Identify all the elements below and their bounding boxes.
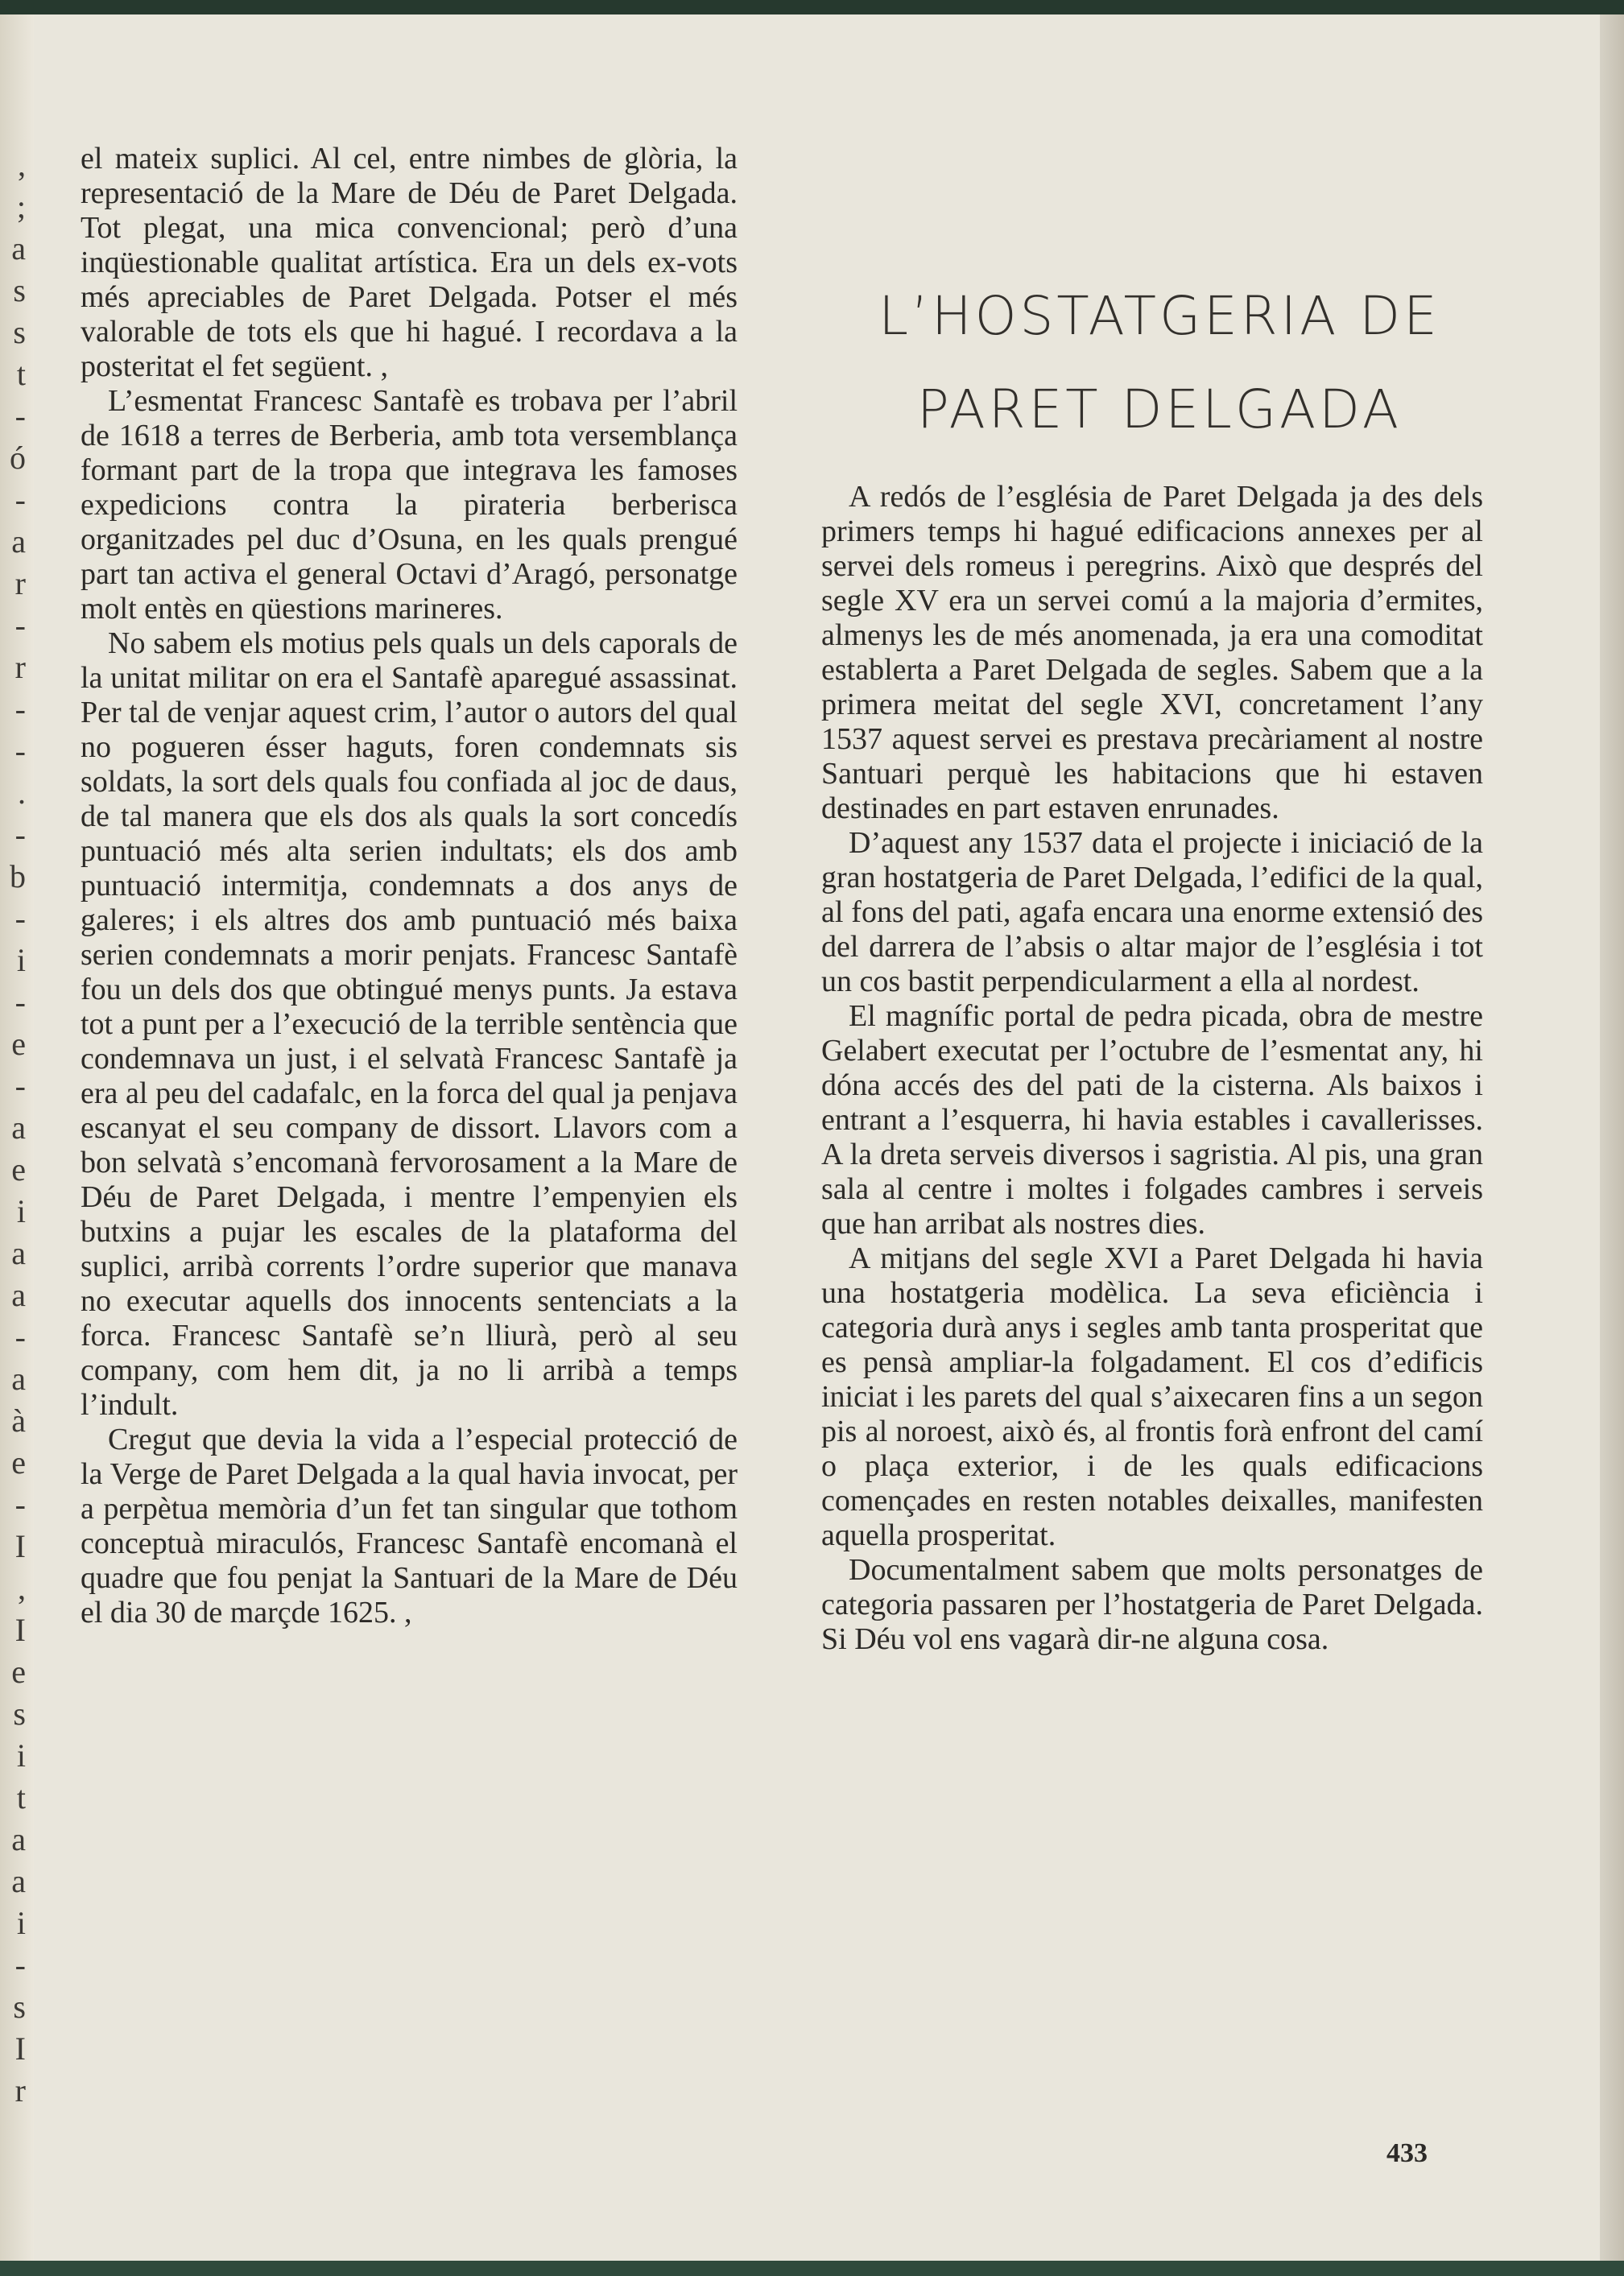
margin-fragment: s xyxy=(13,1696,26,1732)
margin-fragment: - xyxy=(14,984,26,1020)
margin-fragment: a xyxy=(11,1361,26,1397)
margin-fragment: a xyxy=(11,1277,26,1313)
margin-fragment: e xyxy=(11,1444,26,1481)
article-title xyxy=(829,270,1490,456)
margin-fragment: - xyxy=(14,733,26,769)
paragraph: El magnífic portal de pedra picada, obra de mestre Gelabert executat per l’octubre de l’esmentat any, hi dóna accés des del pati de la cisterna. Als baixos i entrant a l’esquerra, hi havia estables i cavallerisses. A la dreta serveis diversos i sagristia. Al pis, una gran sala al centre i moltes i folgades cambres i serveis que han arribat als nostres dies. xyxy=(821,999,1483,1241)
margin-fragment: I xyxy=(14,2030,26,2067)
margin-fragment: t xyxy=(16,1779,26,1815)
paragraph: Documentalment sabem que molts personatges de categoria passaren per l’hostatgeria de Paret Delgada. Si Déu vol ens vagarà dir-ne alguna cosa. xyxy=(821,1553,1483,1656)
paragraph: A mitjans del segle XVI a Paret Delgada hi havia una hostatgeria modèlica. La seva eficiència i categoria durà anys i segles amb tanta prosperitat que es pensà ampliar-la folgadament. El cos d’edificis iniciat i les parets del qual s’aixecaren fins a un segon pis al noroest, això és, al frontis forà enfront del camí o plaça exterior, i de les quals edificacions començades en resten notables deixalles, manifesten aquella prosperitat. xyxy=(821,1241,1483,1552)
page-number: 433 xyxy=(1386,2138,1428,2168)
paragraph: L’esmentat Francesc Santafè es trobava per l’abril de 1618 a terres de Berberia, amb tota versemblança formant part de la tropa que integrava les famoses expedicions contra la pirateria berberisca organitzades pel duc d’Osuna, en les quals prengué part tan activa el general Octavi d’Aragó, personatge molt entès en qüestions marineres. xyxy=(81,384,738,626)
paragraph: el mateix suplici. Al cel, entre nimbes de glòria, la representació de la Mare de Déu de Paret Delgada. Tot plegat, una mica convencional; però d’una inqüestionable qualitat artística. Era un dels ex-vots més apreciables de Paret Delgada. Potser el més valorable de tots els que hi hagué. I recordava a la posteritat el fet següent. , xyxy=(81,142,738,383)
margin-fragment: t xyxy=(16,356,26,392)
paragraph: D’aquest any 1537 data el projecte i iniciació de la gran hostatgeria de Paret Delgada, l’edifici de la qual, al fons del pati, agafa encara una enorme extensió des del darrera de l’absis o altar major de l’església i tot un cos bastit perpendicularment a ella al nordest. xyxy=(821,826,1483,998)
margin-fragment: I xyxy=(14,1612,26,1648)
title-line-1: L’HOSTATGERIA DE xyxy=(878,285,1440,347)
margin-fragment: i xyxy=(16,1737,26,1774)
margin-fragment: - xyxy=(14,816,26,853)
paragraph: A redós de l’església de Paret Delgada ja des dels primers temps hi hagué edificacions annexes per al servei dels romeus i peregrins. Això que després del segle XV era un servei comú a la majoria d’ermites, almenys les de més anomenada, ja era una comoditat establerta a Paret Delgada de segles. Sabem que a la primera meitat del segle XVI, concretament l’any 1537 aquest servei es prestava precàriament al nostre Santuari perquè les habitacions que hi estaven destinades en part estaven enrunades. xyxy=(821,480,1483,825)
margin-fragment: - xyxy=(14,1068,26,1104)
margin-fragment: i xyxy=(16,942,26,978)
margin-fragment: - xyxy=(14,607,26,643)
margin-fragment: I xyxy=(14,1528,26,1564)
margin-fragment: i xyxy=(16,1193,26,1229)
margin-fragment: - xyxy=(14,900,26,936)
margin-fragment: i xyxy=(16,1905,26,1941)
margin-fragment: a xyxy=(11,1235,26,1271)
margin-fragment: e xyxy=(11,1026,26,1062)
margin-fragment: s xyxy=(13,272,26,308)
margin-fragment: - xyxy=(14,481,26,518)
margin-fragment: b xyxy=(10,858,26,894)
top-background xyxy=(0,0,1624,14)
margin-fragment: r xyxy=(14,2072,26,2109)
margin-fragment: a xyxy=(11,1863,26,1899)
right-column xyxy=(821,480,1483,1657)
margin-fragment: - xyxy=(14,1486,26,1522)
margin-fragment: - xyxy=(14,691,26,727)
margin-fragment: a xyxy=(11,1821,26,1857)
margin-fragment: ó xyxy=(10,440,26,476)
margin-fragment: - xyxy=(14,398,26,434)
margin-fragment: a xyxy=(11,523,26,560)
left-column xyxy=(81,142,738,1630)
paragraph: No sabem els motius pels quals un dels caporals de la unitat militar on era el Santafè aparegué assassinat. Per tal de venjar aquest crim, l’autor o autors del qual no pogueren ésser haguts, foren condemnats sis soldats, la sort dels quals fou confiada al joc de daus, de tal manera que els dos als quals la sort concedís puntuació més alta serien indultats; els dos amb puntuació intermitja, condemnats a dos anys de galeres; i els altres dos amb puntuació més baixa serien condemnats a morir penjats. Francesc Santafè fou un dels dos que obtingué menys punts. Ja estava tot a punt per a l’execució de la terrible sentència que condemnava un just, i el selvatà Francesc Santafè ja era al peu del cadafalc, en la forca del qual ja penjava escanyat el seu company de dissort. Llavors com a bon selvatà s’encomanà fervorosament a la Mare de Déu de Paret Delgada, i mentre l’empenyien els butxins a pujar les escales de la plataforma del suplici, arribà corrents l’ordre superior que manava no executar aquells dos innocents sentenciats a la forca. Francesc Santafè se’n lliurà, però al seu company, com hem dit, ja no li arribà a temps l’indult. xyxy=(81,626,738,1422)
margin-fragment: s xyxy=(13,314,26,350)
margin-fragment: r xyxy=(14,565,26,601)
margin-fragment: , xyxy=(18,1570,26,1606)
margin-fragment: . xyxy=(18,775,26,811)
margin-fragment: s xyxy=(13,1989,26,2025)
margin-fragment: a xyxy=(11,1109,26,1146)
margin-fragment: r xyxy=(14,649,26,685)
margin-fragment: ; xyxy=(16,188,26,225)
margin-fragment: , xyxy=(18,147,26,183)
margin-fragment: - xyxy=(14,1947,26,1983)
title-line-2: PARET DELGADA xyxy=(917,378,1402,440)
margin-fragment: e xyxy=(11,1654,26,1690)
page-right-edge xyxy=(1600,14,1624,2261)
paragraph: Cregut que devia la vida a l’especial protecció de la Verge de Paret Delgada a la qual havia invocat, per a perpètua memòria d’un fet tan singular que tothom conceptuà miraculós, Francesc Santafè encomanà el quadre que fou penjat la Santuari de la Mare de Déu el dia 30 de marçde 1625. , xyxy=(81,1423,738,1630)
margin-fragment: e xyxy=(11,1151,26,1188)
margin-fragment: - xyxy=(14,1319,26,1355)
margin-fragment: a xyxy=(11,230,26,266)
margin-fragment: à xyxy=(11,1402,26,1439)
